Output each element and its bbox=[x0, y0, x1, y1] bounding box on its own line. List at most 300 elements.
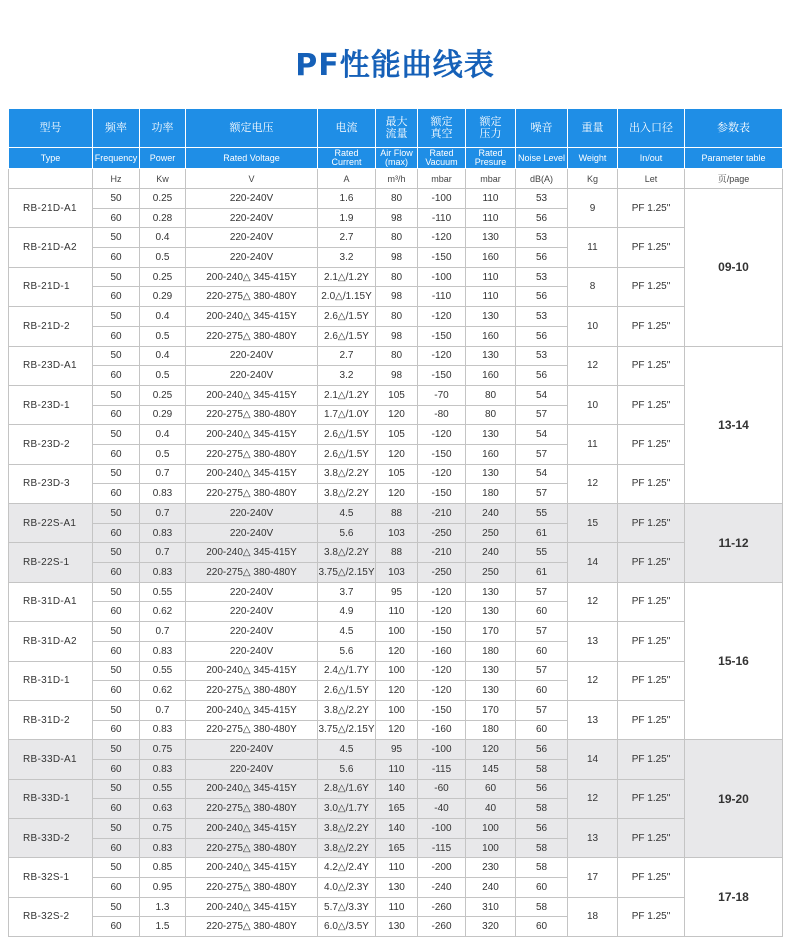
model-group bbox=[9, 740, 783, 858]
table-cell: 60 bbox=[93, 523, 140, 543]
table-cell: 165 bbox=[376, 799, 418, 819]
table-cell: 50 bbox=[93, 858, 140, 878]
table-cell: -150 bbox=[418, 484, 466, 504]
table-cell: -120 bbox=[418, 582, 466, 602]
table-cell: 105 bbox=[376, 385, 418, 405]
table-cell: 0.5 bbox=[140, 366, 186, 386]
model-name-cell: RB-23D-1 bbox=[9, 385, 93, 424]
model-name-cell: RB-32S-1 bbox=[9, 858, 93, 897]
table-cell: 130 bbox=[376, 878, 418, 898]
table-cell: 50 bbox=[93, 779, 140, 799]
table-cell: 120 bbox=[466, 740, 516, 760]
header-cell-en: Type bbox=[9, 148, 93, 169]
table-cell: 60 bbox=[93, 208, 140, 228]
table-cell: 200-240△ 345-415Y bbox=[186, 267, 318, 287]
table-cell: 1.6 bbox=[318, 189, 376, 209]
table-cell: -110 bbox=[418, 287, 466, 307]
table-cell: 220-240V bbox=[186, 228, 318, 248]
table-cell: 60 bbox=[516, 602, 568, 622]
header-cell-en: Power bbox=[140, 148, 186, 169]
port-cell: PF 1.25" bbox=[618, 267, 685, 306]
table-cell: 57 bbox=[516, 405, 568, 425]
table-cell: 60 bbox=[93, 326, 140, 346]
table-cell: 160 bbox=[466, 444, 516, 464]
port-cell: PF 1.25" bbox=[618, 779, 685, 818]
weight-cell: 13 bbox=[568, 622, 618, 661]
table-cell: 0.83 bbox=[140, 563, 186, 583]
header-row-cn bbox=[9, 109, 783, 148]
header-row-en bbox=[9, 148, 783, 169]
table-cell: 120 bbox=[376, 641, 418, 661]
model-name-cell: RB-21D-2 bbox=[9, 307, 93, 346]
table-cell: 6.0△/3.5Y bbox=[318, 917, 376, 937]
table-cell: 60 bbox=[93, 484, 140, 504]
table-cell: 220-275△ 380-480Y bbox=[186, 878, 318, 898]
table-cell: -260 bbox=[418, 917, 466, 937]
table-cell: 1.7△/1.0Y bbox=[318, 405, 376, 425]
table-cell: 60 bbox=[516, 917, 568, 937]
unit-cell: Hz bbox=[93, 169, 140, 189]
table-cell: -60 bbox=[418, 779, 466, 799]
table-cell: 220-275△ 380-480Y bbox=[186, 917, 318, 937]
table-cell: 120 bbox=[376, 681, 418, 701]
header-cell-en: In/out bbox=[618, 148, 685, 169]
table-cell: 95 bbox=[376, 740, 418, 760]
table-cell: 200-240△ 345-415Y bbox=[186, 700, 318, 720]
table-cell: 50 bbox=[93, 661, 140, 681]
table-cell: 40 bbox=[466, 799, 516, 819]
model-name-cell: RB-31D-A1 bbox=[9, 582, 93, 621]
header-cell-cn: 额定电压 bbox=[186, 109, 318, 148]
table-cell: 3.8△/2.2Y bbox=[318, 819, 376, 839]
table-cell: 5.6 bbox=[318, 641, 376, 661]
table-cell: 200-240△ 345-415Y bbox=[186, 464, 318, 484]
table-cell: 140 bbox=[376, 779, 418, 799]
table-cell: 80 bbox=[376, 346, 418, 366]
table-cell: 180 bbox=[466, 720, 516, 740]
table-cell: 0.28 bbox=[140, 208, 186, 228]
model-name-cell: RB-21D-A2 bbox=[9, 228, 93, 267]
table-cell: 5.7△/3.3Y bbox=[318, 897, 376, 917]
table-cell: -120 bbox=[418, 464, 466, 484]
table-cell: 160 bbox=[466, 248, 516, 268]
table-cell: 170 bbox=[466, 622, 516, 642]
table-row bbox=[9, 582, 783, 602]
table-cell: 60 bbox=[93, 759, 140, 779]
weight-cell: 14 bbox=[568, 543, 618, 582]
weight-cell: 9 bbox=[568, 189, 618, 228]
table-cell: 240 bbox=[466, 504, 516, 524]
table-cell: 80 bbox=[376, 228, 418, 248]
table-cell: 130 bbox=[466, 602, 516, 622]
table-cell: 56 bbox=[516, 740, 568, 760]
table-cell: 0.83 bbox=[140, 641, 186, 661]
table-cell: 5.6 bbox=[318, 523, 376, 543]
table-cell: 0.75 bbox=[140, 819, 186, 839]
table-cell: 200-240△ 345-415Y bbox=[186, 425, 318, 445]
table-cell: 0.7 bbox=[140, 700, 186, 720]
model-group bbox=[9, 189, 783, 347]
table-cell: 110 bbox=[376, 602, 418, 622]
table-cell: 0.55 bbox=[140, 779, 186, 799]
table-cell: 57 bbox=[516, 582, 568, 602]
table-cell: 220-275△ 380-480Y bbox=[186, 799, 318, 819]
table-cell: 100 bbox=[376, 622, 418, 642]
header-cell-cn: 频率 bbox=[93, 109, 140, 148]
port-cell: PF 1.25" bbox=[618, 189, 685, 228]
port-cell: PF 1.25" bbox=[618, 425, 685, 464]
table-cell: 50 bbox=[93, 504, 140, 524]
table-cell: 220-240V bbox=[186, 248, 318, 268]
table-cell: 320 bbox=[466, 917, 516, 937]
table-cell: 80 bbox=[376, 267, 418, 287]
table-cell: 220-275△ 380-480Y bbox=[186, 563, 318, 583]
model-name-cell: RB-31D-1 bbox=[9, 661, 93, 700]
table-cell: 0.29 bbox=[140, 287, 186, 307]
port-cell: PF 1.25" bbox=[618, 897, 685, 936]
table-cell: 110 bbox=[466, 287, 516, 307]
table-row bbox=[9, 700, 783, 720]
table-cell: 200-240△ 345-415Y bbox=[186, 385, 318, 405]
table-cell: 60 bbox=[93, 444, 140, 464]
port-cell: PF 1.25" bbox=[618, 622, 685, 661]
table-row bbox=[9, 543, 783, 563]
table-cell: 165 bbox=[376, 838, 418, 858]
table-cell: 103 bbox=[376, 563, 418, 583]
table-cell: 60 bbox=[93, 917, 140, 937]
table-cell: 60 bbox=[93, 720, 140, 740]
table-cell: 58 bbox=[516, 799, 568, 819]
page-ref-cell: 17-18 bbox=[685, 858, 783, 937]
table-cell: 250 bbox=[466, 523, 516, 543]
table-cell: 105 bbox=[376, 425, 418, 445]
table-cell: 180 bbox=[466, 484, 516, 504]
header-cell-en: Air Flow (max) bbox=[376, 148, 418, 169]
table-cell: 0.5 bbox=[140, 326, 186, 346]
table-cell: 50 bbox=[93, 307, 140, 327]
table-cell: -120 bbox=[418, 346, 466, 366]
table-row bbox=[9, 425, 783, 445]
table-cell: 60 bbox=[93, 366, 140, 386]
header-cell-cn: 电流 bbox=[318, 109, 376, 148]
table-row bbox=[9, 897, 783, 917]
table-cell: 0.4 bbox=[140, 228, 186, 248]
table-cell: 130 bbox=[466, 661, 516, 681]
model-name-cell: RB-31D-2 bbox=[9, 700, 93, 739]
model-name-cell: RB-33D-A1 bbox=[9, 740, 93, 779]
table-cell: 80 bbox=[466, 405, 516, 425]
table-cell: 50 bbox=[93, 582, 140, 602]
table-cell: 220-275△ 380-480Y bbox=[186, 720, 318, 740]
table-cell: 0.62 bbox=[140, 681, 186, 701]
unit-cell: Kw bbox=[140, 169, 186, 189]
table-cell: 200-240△ 345-415Y bbox=[186, 307, 318, 327]
table-cell: 130 bbox=[466, 346, 516, 366]
table-cell: 3.8△/2.2Y bbox=[318, 838, 376, 858]
table-cell: -120 bbox=[418, 661, 466, 681]
table-cell: -160 bbox=[418, 641, 466, 661]
unit-cell: 页/page bbox=[685, 169, 783, 189]
table-cell: 0.7 bbox=[140, 622, 186, 642]
table-cell: 80 bbox=[376, 189, 418, 209]
port-cell: PF 1.25" bbox=[618, 700, 685, 739]
table-cell: 0.4 bbox=[140, 425, 186, 445]
model-name-cell: RB-23D-3 bbox=[9, 464, 93, 503]
table-cell: 4.9 bbox=[318, 602, 376, 622]
table-row bbox=[9, 740, 783, 760]
header-cell-en: Weight bbox=[568, 148, 618, 169]
table-cell: 50 bbox=[93, 385, 140, 405]
table-cell: -150 bbox=[418, 366, 466, 386]
table-cell: 220-240V bbox=[186, 641, 318, 661]
table-cell: 0.55 bbox=[140, 582, 186, 602]
port-cell: PF 1.25" bbox=[618, 307, 685, 346]
table-cell: 200-240△ 345-415Y bbox=[186, 543, 318, 563]
table-row bbox=[9, 267, 783, 287]
table-cell: 50 bbox=[93, 464, 140, 484]
unit-cell: m³/h bbox=[376, 169, 418, 189]
table-cell: 3.2 bbox=[318, 366, 376, 386]
table-cell: 110 bbox=[466, 189, 516, 209]
table-cell: 56 bbox=[516, 326, 568, 346]
model-group bbox=[9, 858, 783, 937]
table-cell: 57 bbox=[516, 444, 568, 464]
table-cell: 0.4 bbox=[140, 307, 186, 327]
table-cell: -120 bbox=[418, 681, 466, 701]
port-cell: PF 1.25" bbox=[618, 464, 685, 503]
table-cell: 53 bbox=[516, 267, 568, 287]
table-row bbox=[9, 819, 783, 839]
table-cell: 110 bbox=[376, 759, 418, 779]
table-row bbox=[9, 779, 783, 799]
header-cell-cn: 重量 bbox=[568, 109, 618, 148]
table-cell: 130 bbox=[466, 464, 516, 484]
table-cell: 60 bbox=[516, 681, 568, 701]
model-name-cell: RB-33D-1 bbox=[9, 779, 93, 818]
weight-cell: 15 bbox=[568, 504, 618, 543]
model-name-cell: RB-23D-2 bbox=[9, 425, 93, 464]
table-cell: 60 bbox=[93, 602, 140, 622]
table-cell: 230 bbox=[466, 858, 516, 878]
table-cell: -80 bbox=[418, 405, 466, 425]
table-cell: 310 bbox=[466, 897, 516, 917]
table-cell: -240 bbox=[418, 878, 466, 898]
table-cell: 110 bbox=[466, 208, 516, 228]
table-cell: 0.55 bbox=[140, 661, 186, 681]
table-cell: 3.8△/2.2Y bbox=[318, 543, 376, 563]
model-name-cell: RB-31D-A2 bbox=[9, 622, 93, 661]
table-cell: 0.5 bbox=[140, 444, 186, 464]
page-ref-cell: 19-20 bbox=[685, 740, 783, 858]
table-cell: 56 bbox=[516, 819, 568, 839]
header-cell-cn: 噪音 bbox=[516, 109, 568, 148]
table-cell: 3.75△/2.15Y bbox=[318, 563, 376, 583]
table-cell: 100 bbox=[466, 819, 516, 839]
table-cell: -70 bbox=[418, 385, 466, 405]
table-cell: -250 bbox=[418, 523, 466, 543]
table-cell: 0.62 bbox=[140, 602, 186, 622]
table-cell: 0.7 bbox=[140, 464, 186, 484]
table-cell: 103 bbox=[376, 523, 418, 543]
unit-cell: mbar bbox=[418, 169, 466, 189]
table-cell: 105 bbox=[376, 464, 418, 484]
table-cell: 220-275△ 380-480Y bbox=[186, 287, 318, 307]
table-cell: 2.7 bbox=[318, 228, 376, 248]
table-cell: 3.8△/2.2Y bbox=[318, 484, 376, 504]
weight-cell: 10 bbox=[568, 385, 618, 424]
weight-cell: 12 bbox=[568, 661, 618, 700]
table-cell: -115 bbox=[418, 759, 466, 779]
table-cell: 220-275△ 380-480Y bbox=[186, 326, 318, 346]
table-cell: 61 bbox=[516, 563, 568, 583]
table-cell: 50 bbox=[93, 346, 140, 366]
table-cell: 2.4△/1.7Y bbox=[318, 661, 376, 681]
table-cell: 57 bbox=[516, 622, 568, 642]
table-cell: 4.5 bbox=[318, 740, 376, 760]
table-cell: 120 bbox=[376, 720, 418, 740]
table-cell: 0.25 bbox=[140, 385, 186, 405]
table-cell: 98 bbox=[376, 248, 418, 268]
table-cell: 60 bbox=[93, 641, 140, 661]
table-cell: 58 bbox=[516, 838, 568, 858]
table-cell: 2.1△/1.2Y bbox=[318, 267, 376, 287]
table-cell: 3.75△/2.15Y bbox=[318, 720, 376, 740]
table-cell: 220-275△ 380-480Y bbox=[186, 484, 318, 504]
table-cell: 0.95 bbox=[140, 878, 186, 898]
model-name-cell: RB-22S-A1 bbox=[9, 504, 93, 543]
model-name-cell: RB-22S-1 bbox=[9, 543, 93, 582]
model-group bbox=[9, 346, 783, 504]
model-group bbox=[9, 582, 783, 740]
weight-cell: 13 bbox=[568, 819, 618, 858]
table-cell: 60 bbox=[466, 779, 516, 799]
weight-cell: 12 bbox=[568, 464, 618, 503]
model-name-cell: RB-21D-1 bbox=[9, 267, 93, 306]
model-name-cell: RB-21D-A1 bbox=[9, 189, 93, 228]
table-cell: -100 bbox=[418, 267, 466, 287]
unit-cell bbox=[9, 169, 93, 189]
table-cell: 50 bbox=[93, 189, 140, 209]
table-cell: 4.0△/2.3Y bbox=[318, 878, 376, 898]
table-cell: -120 bbox=[418, 602, 466, 622]
page-title: PF性能曲线表 bbox=[295, 48, 495, 83]
table-cell: 130 bbox=[466, 681, 516, 701]
weight-cell: 17 bbox=[568, 858, 618, 897]
table-cell: 200-240△ 345-415Y bbox=[186, 661, 318, 681]
table-cell: -100 bbox=[418, 740, 466, 760]
table-cell: 57 bbox=[516, 661, 568, 681]
port-cell: PF 1.25" bbox=[618, 385, 685, 424]
table-cell: 110 bbox=[376, 897, 418, 917]
header-cell-en: Rated Presure bbox=[466, 148, 516, 169]
table-cell: 60 bbox=[93, 405, 140, 425]
table-cell: 80 bbox=[376, 307, 418, 327]
table-cell: 3.2 bbox=[318, 248, 376, 268]
table-cell: -200 bbox=[418, 858, 466, 878]
table-row bbox=[9, 346, 783, 366]
table-cell: 145 bbox=[466, 759, 516, 779]
table-cell: 61 bbox=[516, 523, 568, 543]
weight-cell: 8 bbox=[568, 267, 618, 306]
table-cell: 56 bbox=[516, 366, 568, 386]
table-cell: 250 bbox=[466, 563, 516, 583]
port-cell: PF 1.25" bbox=[618, 858, 685, 897]
table-cell: 100 bbox=[466, 838, 516, 858]
table-cell: 50 bbox=[93, 740, 140, 760]
table-cell: 2.6△/1.5Y bbox=[318, 307, 376, 327]
table-cell: 220-240V bbox=[186, 366, 318, 386]
table-cell: 220-275△ 380-480Y bbox=[186, 444, 318, 464]
table-cell: 60 bbox=[516, 878, 568, 898]
table-row bbox=[9, 622, 783, 642]
table-cell: 50 bbox=[93, 700, 140, 720]
port-cell: PF 1.25" bbox=[618, 740, 685, 779]
table-cell: 220-240V bbox=[186, 622, 318, 642]
table-cell: 0.83 bbox=[140, 838, 186, 858]
unit-cell: A bbox=[318, 169, 376, 189]
table-cell: 60 bbox=[93, 248, 140, 268]
table-cell: 50 bbox=[93, 819, 140, 839]
table-row bbox=[9, 307, 783, 327]
table-cell: 50 bbox=[93, 267, 140, 287]
table-row bbox=[9, 228, 783, 248]
table-cell: -150 bbox=[418, 326, 466, 346]
table-cell: 50 bbox=[93, 543, 140, 563]
table-cell: 50 bbox=[93, 622, 140, 642]
table-cell: 54 bbox=[516, 464, 568, 484]
table-cell: -150 bbox=[418, 444, 466, 464]
table-cell: 120 bbox=[376, 405, 418, 425]
table-cell: 0.85 bbox=[140, 858, 186, 878]
table-cell: 0.75 bbox=[140, 740, 186, 760]
table-cell: 2.8△/1.6Y bbox=[318, 779, 376, 799]
table-cell: -260 bbox=[418, 897, 466, 917]
table-cell: 2.7 bbox=[318, 346, 376, 366]
table-cell: 200-240△ 345-415Y bbox=[186, 819, 318, 839]
table-cell: 3.7 bbox=[318, 582, 376, 602]
port-cell: PF 1.25" bbox=[618, 661, 685, 700]
header-cell-cn: 最大 流量 bbox=[376, 109, 418, 148]
table-cell: 130 bbox=[466, 307, 516, 327]
table-row bbox=[9, 464, 783, 484]
table-cell: 56 bbox=[516, 248, 568, 268]
table-cell: 100 bbox=[376, 700, 418, 720]
table-cell: -210 bbox=[418, 543, 466, 563]
model-group bbox=[9, 504, 783, 583]
weight-cell: 18 bbox=[568, 897, 618, 936]
model-name-cell: RB-32S-2 bbox=[9, 897, 93, 936]
table-cell: 56 bbox=[516, 779, 568, 799]
page-ref-cell: 13-14 bbox=[685, 346, 783, 504]
table-cell: 200-240△ 345-415Y bbox=[186, 858, 318, 878]
weight-cell: 12 bbox=[568, 779, 618, 818]
table-cell: 60 bbox=[93, 563, 140, 583]
table-cell: 58 bbox=[516, 759, 568, 779]
table-cell: 1.5 bbox=[140, 917, 186, 937]
table-cell: 1.9 bbox=[318, 208, 376, 228]
table-cell: 3.8△/2.2Y bbox=[318, 464, 376, 484]
table-cell: 50 bbox=[93, 425, 140, 445]
table-cell: 2.6△/1.5Y bbox=[318, 681, 376, 701]
weight-cell: 10 bbox=[568, 307, 618, 346]
table-cell: 56 bbox=[516, 208, 568, 228]
table-cell: 220-240V bbox=[186, 582, 318, 602]
table-cell: 88 bbox=[376, 543, 418, 563]
table-cell: 0.83 bbox=[140, 759, 186, 779]
table-cell: 140 bbox=[376, 819, 418, 839]
table-cell: 120 bbox=[376, 484, 418, 504]
table-cell: 98 bbox=[376, 287, 418, 307]
